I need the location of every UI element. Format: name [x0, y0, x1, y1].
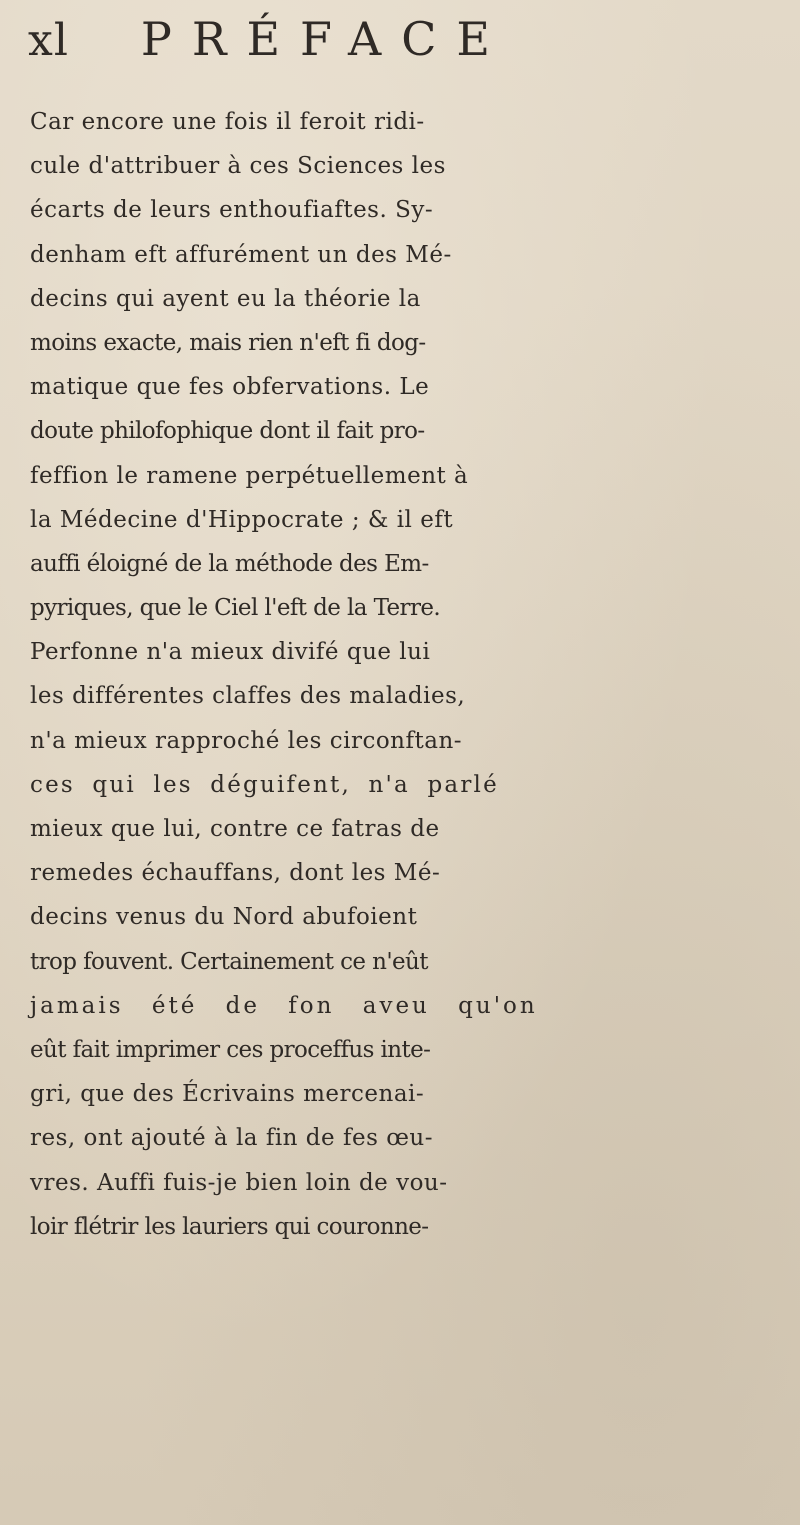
- text-line: vres. Auffi fuis-je bien loin de vou-: [30, 1169, 448, 1196]
- text-line: Perfonne n'a mieux divifé que lui: [30, 639, 431, 666]
- text-line: decins venus du Nord abufoient: [30, 904, 418, 931]
- text-line: écarts de leurs enthoufiaftes. Sy-: [30, 197, 434, 224]
- page-number: xl: [28, 15, 69, 66]
- text-line: remedes échauffans, dont les Mé-: [30, 860, 441, 887]
- text-line: gri, que des Écrivains mercenai-: [30, 1081, 425, 1108]
- text-line: Car encore une fois il feroit ridi-: [30, 109, 425, 135]
- text-line: jamais été de fon aveu qu'on: [30, 992, 538, 1019]
- running-title: PRÉFACE: [140, 12, 510, 66]
- body-text: [30, 100, 800, 1249]
- text-line: matique que fes obfervations. Le: [30, 374, 430, 401]
- text-line: mieux que lui, contre ce fatras de: [30, 816, 440, 842]
- text-line: res, ont ajouté à la fin de fes œu-: [30, 1125, 434, 1152]
- page-header: [28, 12, 510, 92]
- text-line: doute philofophique dont il fait pro-: [30, 418, 425, 445]
- text-line: auffi éloigné de la méthode des Em-: [30, 550, 429, 577]
- text-line: decins qui ayent eu la théorie la: [30, 285, 421, 312]
- text-line: les différentes claffes des maladies,: [30, 683, 466, 710]
- text-line: loir flétrir les lauriers qui couronne-: [30, 1213, 429, 1240]
- text-line: denham eft affurément un des Mé-: [30, 241, 452, 268]
- text-line: cule d'attribuer à ces Sciences les: [30, 153, 446, 180]
- text-line: feffion le ramene perpétuellement à: [30, 462, 469, 489]
- text-line: pyriques, que le Ciel l'eft de la Terre.: [30, 595, 441, 622]
- text-line: n'a mieux rapproché les circonftan-: [30, 727, 463, 754]
- text-line: la Médecine d'Hippocrate ; & il eft: [30, 506, 454, 533]
- text-line: moins exacte, mais rien n'eft fi dog-: [30, 329, 426, 356]
- text-line: eût fait imprimer ces proceffus inte-: [30, 1036, 431, 1063]
- text-line: trop fouvent. Certainement ce n'eût: [30, 948, 428, 975]
- text-line: ces qui les déguifent, n'a parlé: [30, 771, 499, 798]
